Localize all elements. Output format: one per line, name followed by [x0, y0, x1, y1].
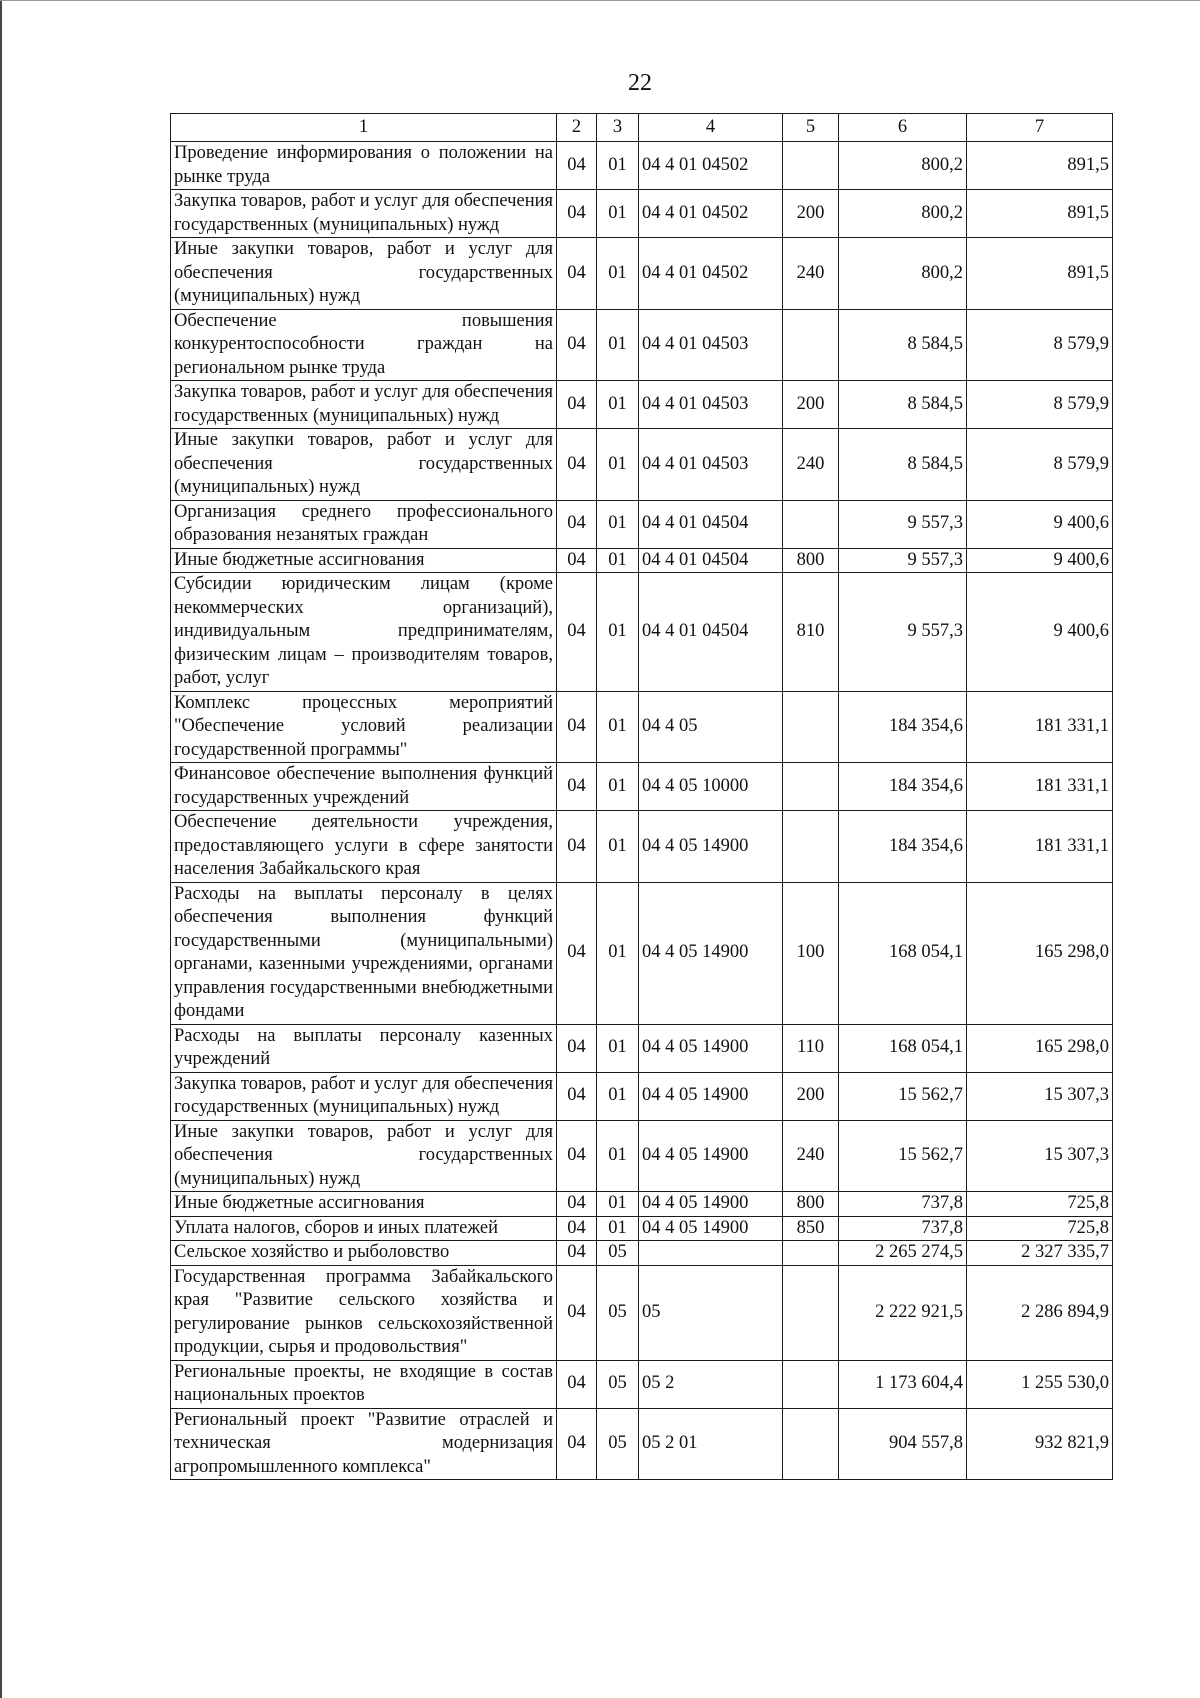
table-row [171, 763, 1113, 811]
row-col-5 [783, 1360, 839, 1408]
row-col-6: 8 584,5 [839, 309, 967, 381]
row-col-2: 04 [557, 429, 597, 501]
row-col-5 [783, 500, 839, 548]
row-col-5: 200 [783, 381, 839, 429]
table-row [171, 691, 1113, 763]
row-col-6: 800,2 [839, 190, 967, 238]
row-name: Финансовое обеспечение выполнения функций государственных учреждений [171, 763, 557, 811]
row-name: Обеспечение повышения конкурентоспособности граждан на региональном рынке труда [171, 309, 557, 381]
row-col-2: 04 [557, 1192, 597, 1217]
row-col-4: 04 4 01 04503 [639, 381, 783, 429]
row-col-7: 8 579,9 [967, 381, 1113, 429]
row-col-7: 8 579,9 [967, 429, 1113, 501]
row-col-7: 891,5 [967, 142, 1113, 190]
row-col-4: 04 4 01 04502 [639, 142, 783, 190]
row-col-6: 9 557,3 [839, 573, 967, 692]
row-name: Иные закупки товаров, работ и услуг для обеспечения государственных (муниципальных) нужд [171, 238, 557, 310]
row-col-3: 01 [597, 1072, 639, 1120]
col-header-1: 1 [171, 114, 557, 142]
col-header-6: 6 [839, 114, 967, 142]
row-name: Закупка товаров, работ и услуг для обеспечения государственных (муниципальных) нужд [171, 190, 557, 238]
row-col-7: 181 331,1 [967, 811, 1113, 883]
row-col-4: 04 4 01 04503 [639, 309, 783, 381]
row-col-6: 184 354,6 [839, 691, 967, 763]
row-col-5: 200 [783, 190, 839, 238]
row-col-4: 04 4 05 14900 [639, 1192, 783, 1217]
row-col-5 [783, 142, 839, 190]
table-row [171, 1192, 1113, 1217]
row-col-7: 2 327 335,7 [967, 1241, 1113, 1266]
row-col-3: 01 [597, 142, 639, 190]
row-col-3: 01 [597, 763, 639, 811]
row-col-6: 800,2 [839, 142, 967, 190]
row-col-7: 2 286 894,9 [967, 1265, 1113, 1360]
row-name: Иные закупки товаров, работ и услуг для обеспечения государственных (муниципальных) нужд [171, 1120, 557, 1192]
table-row [171, 882, 1113, 1024]
row-name: Комплекс процессных мероприятий "Обеспечение условий реализации государственной программы" [171, 691, 557, 763]
row-col-3: 01 [597, 548, 639, 573]
row-name: Расходы на выплаты персоналу казенных учреждений [171, 1024, 557, 1072]
row-col-3: 01 [597, 381, 639, 429]
row-col-4: 05 [639, 1265, 783, 1360]
row-col-6: 737,8 [839, 1216, 967, 1241]
row-col-5 [783, 691, 839, 763]
row-col-4: 05 2 01 [639, 1408, 783, 1480]
col-header-4: 4 [639, 114, 783, 142]
page-number: 22 [628, 70, 652, 96]
row-col-6: 1 173 604,4 [839, 1360, 967, 1408]
row-col-2: 04 [557, 142, 597, 190]
row-col-2: 04 [557, 811, 597, 883]
row-col-7: 181 331,1 [967, 763, 1113, 811]
row-col-5: 800 [783, 548, 839, 573]
row-col-6: 9 557,3 [839, 500, 967, 548]
row-col-2: 04 [557, 309, 597, 381]
row-col-3: 01 [597, 1024, 639, 1072]
row-col-2: 04 [557, 1265, 597, 1360]
row-col-3: 01 [597, 882, 639, 1024]
col-header-2: 2 [557, 114, 597, 142]
table-row [171, 190, 1113, 238]
row-col-7: 8 579,9 [967, 309, 1113, 381]
row-name: Расходы на выплаты персоналу в целях обеспечения выполнения функций государственными (муниципальными) органами, казенными учреждениями, органами управления государственными внебюджетными фондами [171, 882, 557, 1024]
row-col-6: 168 054,1 [839, 1024, 967, 1072]
row-col-6: 8 584,5 [839, 429, 967, 501]
row-col-6: 2 265 274,5 [839, 1241, 967, 1266]
row-col-5: 240 [783, 429, 839, 501]
scan-edge [0, 0, 2, 1698]
table-row [171, 381, 1113, 429]
row-col-6: 168 054,1 [839, 882, 967, 1024]
row-col-2: 04 [557, 1408, 597, 1480]
row-col-4: 04 4 05 14900 [639, 1024, 783, 1072]
row-name: Обеспечение деятельности учреждения, предоставляющего услуги в сфере занятости населения Забайкальского края [171, 811, 557, 883]
row-col-3: 01 [597, 691, 639, 763]
table-row [171, 573, 1113, 692]
table-row [171, 238, 1113, 310]
row-col-5 [783, 1408, 839, 1480]
row-col-6: 737,8 [839, 1192, 967, 1217]
col-header-3: 3 [597, 114, 639, 142]
row-col-5 [783, 763, 839, 811]
row-col-4: 05 2 [639, 1360, 783, 1408]
row-col-4: 04 4 05 14900 [639, 811, 783, 883]
row-col-2: 04 [557, 763, 597, 811]
row-col-7: 181 331,1 [967, 691, 1113, 763]
row-col-6: 15 562,7 [839, 1072, 967, 1120]
row-name: Организация среднего профессионального образования незанятых граждан [171, 500, 557, 548]
row-col-7: 15 307,3 [967, 1072, 1113, 1120]
row-name: Проведение информирования о положении на рынке труда [171, 142, 557, 190]
table-row [171, 1120, 1113, 1192]
row-col-7: 165 298,0 [967, 882, 1113, 1024]
row-col-3: 01 [597, 1120, 639, 1192]
row-col-7: 725,8 [967, 1216, 1113, 1241]
col-header-5: 5 [783, 114, 839, 142]
row-col-2: 04 [557, 500, 597, 548]
row-col-2: 04 [557, 1216, 597, 1241]
row-col-5: 110 [783, 1024, 839, 1072]
row-col-7: 1 255 530,0 [967, 1360, 1113, 1408]
row-col-3: 01 [597, 1216, 639, 1241]
row-name: Уплата налогов, сборов и иных платежей [171, 1216, 557, 1241]
row-col-5: 100 [783, 882, 839, 1024]
row-col-6: 184 354,6 [839, 763, 967, 811]
table-body [171, 142, 1113, 1480]
row-col-4: 04 4 01 04504 [639, 500, 783, 548]
row-col-7: 165 298,0 [967, 1024, 1113, 1072]
row-col-3: 01 [597, 500, 639, 548]
row-col-5: 800 [783, 1192, 839, 1217]
row-col-4: 04 4 05 [639, 691, 783, 763]
scan-edge-top [0, 0, 1200, 1]
row-col-3: 01 [597, 309, 639, 381]
row-col-4: 04 4 05 14900 [639, 1072, 783, 1120]
row-col-2: 04 [557, 1360, 597, 1408]
row-col-3: 01 [597, 811, 639, 883]
row-name: Региональный проект "Развитие отраслей и техническая модернизация агропромышленного комплекса" [171, 1408, 557, 1480]
row-col-5: 240 [783, 1120, 839, 1192]
row-col-5 [783, 811, 839, 883]
table-row [171, 429, 1113, 501]
row-col-2: 04 [557, 882, 597, 1024]
table-row [171, 1024, 1113, 1072]
row-col-5: 240 [783, 238, 839, 310]
row-col-6: 184 354,6 [839, 811, 967, 883]
row-col-3: 01 [597, 238, 639, 310]
row-col-5: 850 [783, 1216, 839, 1241]
row-col-3: 01 [597, 429, 639, 501]
row-col-2: 04 [557, 190, 597, 238]
row-col-5 [783, 309, 839, 381]
row-col-2: 04 [557, 1072, 597, 1120]
table-row [171, 1072, 1113, 1120]
row-col-3: 01 [597, 1192, 639, 1217]
table-row [171, 1241, 1113, 1266]
row-col-5: 200 [783, 1072, 839, 1120]
row-col-4: 04 4 01 04502 [639, 238, 783, 310]
row-col-5: 810 [783, 573, 839, 692]
row-col-3: 05 [597, 1408, 639, 1480]
row-name: Иные бюджетные ассигнования [171, 548, 557, 573]
row-name: Закупка товаров, работ и услуг для обеспечения государственных (муниципальных) нужд [171, 381, 557, 429]
col-header-7: 7 [967, 114, 1113, 142]
row-col-4: 04 4 01 04504 [639, 573, 783, 692]
table-row [171, 500, 1113, 548]
row-col-3: 05 [597, 1241, 639, 1266]
row-col-4: 04 4 05 14900 [639, 1120, 783, 1192]
row-col-6: 8 584,5 [839, 381, 967, 429]
row-name: Закупка товаров, работ и услуг для обеспечения государственных (муниципальных) нужд [171, 1072, 557, 1120]
table-row [171, 142, 1113, 190]
row-col-7: 725,8 [967, 1192, 1113, 1217]
row-col-4 [639, 1241, 783, 1266]
header-row [171, 114, 1113, 142]
row-name: Субсидии юридическим лицам (кроме некоммерческих организаций), индивидуальным предпринимателям, физическим лицам – производителям товаров, работ, услуг [171, 573, 557, 692]
row-col-4: 04 4 05 14900 [639, 882, 783, 1024]
row-col-6: 2 222 921,5 [839, 1265, 967, 1360]
row-col-7: 15 307,3 [967, 1120, 1113, 1192]
row-col-2: 04 [557, 1120, 597, 1192]
row-col-4: 04 4 05 14900 [639, 1216, 783, 1241]
row-col-3: 05 [597, 1360, 639, 1408]
row-col-2: 04 [557, 1241, 597, 1266]
row-col-2: 04 [557, 573, 597, 692]
row-name: Региональные проекты, не входящие в состав национальных проектов [171, 1360, 557, 1408]
row-col-7: 9 400,6 [967, 573, 1113, 692]
row-name: Сельское хозяйство и рыболовство [171, 1241, 557, 1266]
row-col-3: 01 [597, 190, 639, 238]
row-col-4: 04 4 01 04504 [639, 548, 783, 573]
row-col-4: 04 4 01 04502 [639, 190, 783, 238]
table-row [171, 1216, 1113, 1241]
row-col-4: 04 4 01 04503 [639, 429, 783, 501]
table-row [171, 1265, 1113, 1360]
row-col-3: 05 [597, 1265, 639, 1360]
row-col-7: 891,5 [967, 190, 1113, 238]
table-row [171, 1408, 1113, 1480]
row-col-6: 800,2 [839, 238, 967, 310]
row-col-2: 04 [557, 381, 597, 429]
row-col-6: 9 557,3 [839, 548, 967, 573]
table-row [171, 1360, 1113, 1408]
row-col-7: 932 821,9 [967, 1408, 1113, 1480]
row-col-7: 9 400,6 [967, 500, 1113, 548]
row-col-5 [783, 1265, 839, 1360]
table-row [171, 811, 1113, 883]
table-row [171, 548, 1113, 573]
row-name: Иные бюджетные ассигнования [171, 1192, 557, 1217]
row-col-2: 04 [557, 691, 597, 763]
row-col-2: 04 [557, 548, 597, 573]
row-col-2: 04 [557, 238, 597, 310]
row-col-3: 01 [597, 573, 639, 692]
row-col-4: 04 4 05 10000 [639, 763, 783, 811]
row-name: Иные закупки товаров, работ и услуг для обеспечения государственных (муниципальных) нужд [171, 429, 557, 501]
row-col-6: 15 562,7 [839, 1120, 967, 1192]
row-col-6: 904 557,8 [839, 1408, 967, 1480]
table-row [171, 309, 1113, 381]
row-col-7: 891,5 [967, 238, 1113, 310]
budget-table [170, 113, 1113, 1480]
row-col-2: 04 [557, 1024, 597, 1072]
row-col-7: 9 400,6 [967, 548, 1113, 573]
row-name: Государственная программа Забайкальского края "Развитие сельского хозяйства и регулирование рынков сельскохозяйственной продукции, сырья и продовольствия" [171, 1265, 557, 1360]
row-col-5 [783, 1241, 839, 1266]
